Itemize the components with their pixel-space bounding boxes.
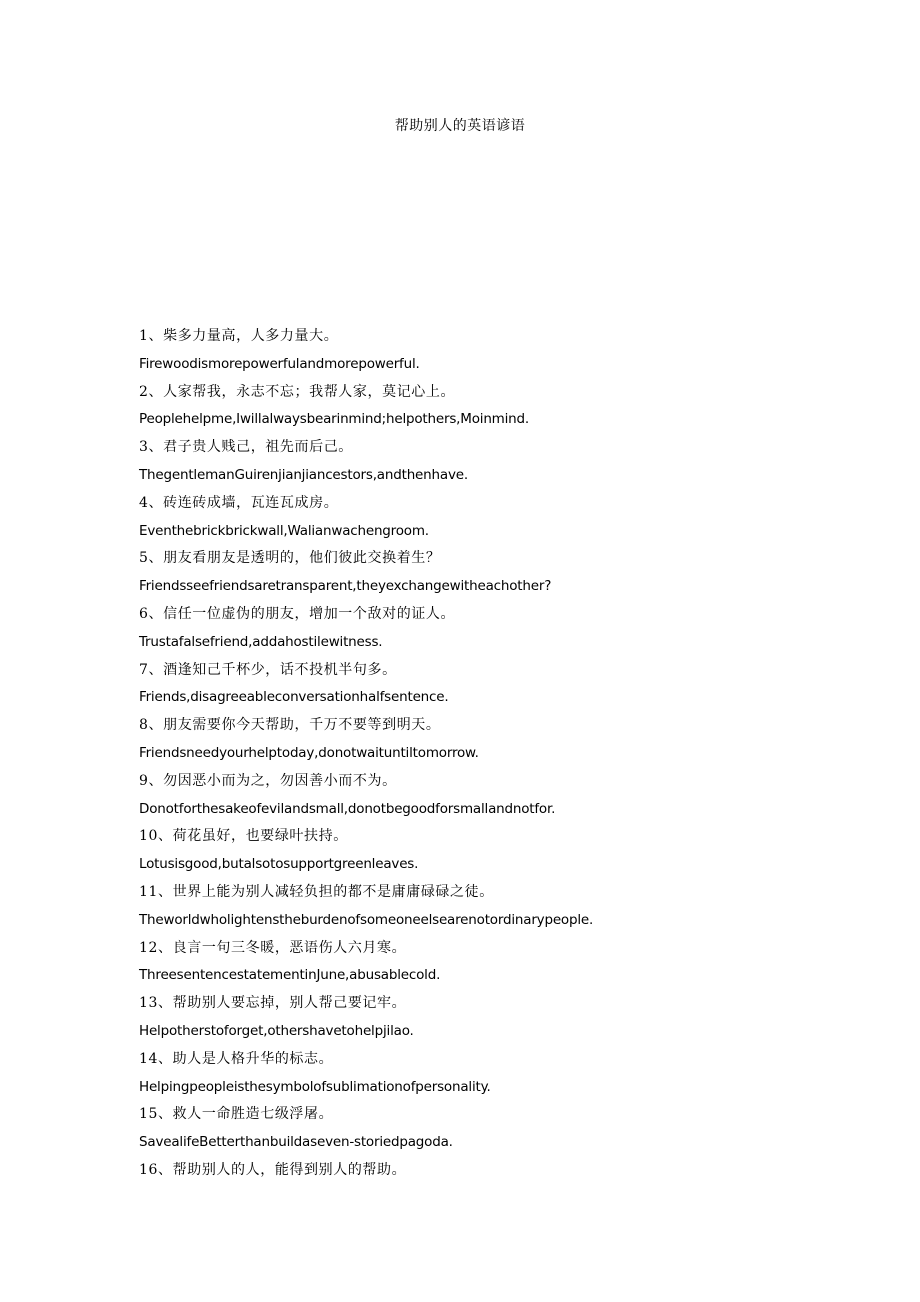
proverb-chinese: 2、人家帮我，永志不忘；我帮人家，莫记心上。 <box>139 383 456 400</box>
proverb-english: Theworldwholightenstheburdenofsomeoneelsearenotordinarypeople. <box>139 911 594 928</box>
document-title: 帮助别人的英语谚语 <box>394 118 526 134</box>
proverb-english: ThreesentencestatementinJune,abusablecold. <box>139 967 441 984</box>
proverb-english: Helpotherstoforget,othershavetohelpjilao. <box>139 1022 414 1039</box>
proverb-chinese: 5、朋友看朋友是透明的，他们彼此交换着生？ <box>139 550 441 567</box>
proverb-english: Firewoodismorepowerfulandmorepowerful. <box>139 355 420 372</box>
proverb-english: Friends,disagreeableconversationhalfsentence. <box>139 689 449 706</box>
proverb-chinese: 13、帮助别人要忘掉，别人帮己要记牢。 <box>139 995 407 1012</box>
proverb-chinese: 14、助人是人格升华的标志。 <box>139 1050 334 1067</box>
proverb-english: ThegentlemanGuirenjianjiancestors,andthenhave. <box>139 466 468 483</box>
proverb-list <box>139 323 839 1185</box>
proverb-chinese: 10、荷花虽好，也要绿叶扶持。 <box>139 828 348 845</box>
proverb-english: Lotusisgood,butalsotosupportgreenleaves. <box>139 856 419 873</box>
proverb-english: Friendsseefriendsaretransparent,theyexchangewitheachother? <box>139 578 552 595</box>
proverb-english: Eventhebrickbrickwall,Walianwachengroom. <box>139 522 429 539</box>
proverb-chinese: 9、勿因恶小而为之，勿因善小而不为。 <box>139 772 397 789</box>
proverb-english: Donotforthesakeofevilandsmall,donotbegoodforsmallandnotfor. <box>139 800 556 817</box>
proverb-chinese: 7、酒逢知己千杯少，话不投机半句多。 <box>139 661 397 678</box>
proverb-english: Peoplehelpme,Iwillalwaysbearinmind;helpothers,Moinmind. <box>139 411 529 428</box>
proverb-chinese: 1、柴多力量高，人多力量大。 <box>139 328 339 344</box>
proverb-chinese: 16、帮助别人的人，能得到别人的帮助。 <box>139 1161 407 1178</box>
proverb-english: Helpingpeopleisthesymbolofsublimationofpersonality. <box>139 1078 491 1095</box>
proverb-chinese: 12、良言一句三冬暖，恶语伤人六月寒。 <box>139 939 407 956</box>
proverb-chinese: 3、君子贵人贱己，祖先而后己。 <box>139 439 353 456</box>
proverb-chinese: 6、信任一位虚伪的朋友，增加一个敌对的证人。 <box>139 605 456 622</box>
proverb-chinese: 15、救人一命胜造七级浮屠。 <box>139 1106 334 1123</box>
proverb-english: Trustafalsefriend,addahostilewitness. <box>139 633 383 650</box>
proverb-english: SavealifeBetterthanbuildaseven-storiedpagoda. <box>139 1134 453 1151</box>
proverb-english: Friendsneedyourhelptoday,donotwaituntiltomorrow. <box>139 744 479 761</box>
proverb-chinese: 4、砖连砖成墙，瓦连瓦成房。 <box>139 494 339 511</box>
proverb-chinese: 8、朋友需要你今天帮助，千万不要等到明天。 <box>139 717 441 734</box>
proverb-chinese: 11、世界上能为别人减轻负担的都不是庸庸碌碌之徒。 <box>139 883 494 900</box>
